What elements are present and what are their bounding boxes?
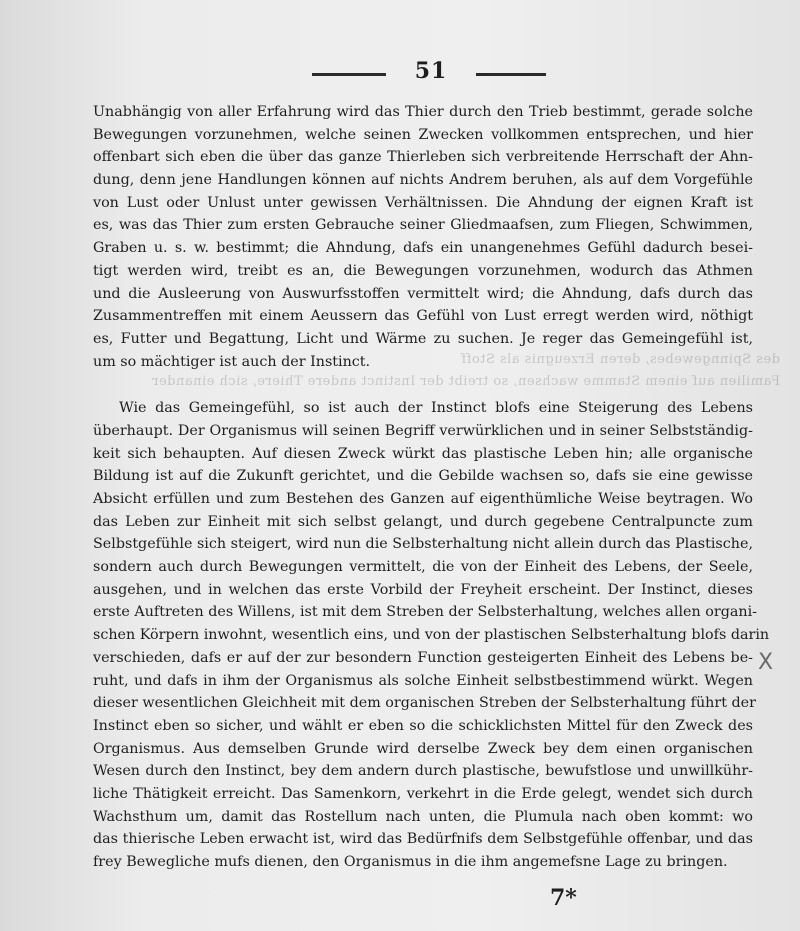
text-line: ruht, und dafs in ihm der Organismus als solche Einheit selbstbestimmend würkt. Wegen: [93, 672, 753, 689]
text-line: Graben u. s. w. bestimmt; die Ahndung, dafs ein unangenehmes Gefühl dadurch besei-: [93, 240, 753, 257]
text-line: Wachsthum um, damit das Rostellum nach unten, die Plumula nach oben kommt: wo: [93, 808, 753, 825]
text-line: erste Auftreten des Willens, ist mit dem Streben der Selbsterhaltung, welches allen organi-: [93, 604, 757, 621]
text-line: Bewegungen vorzunehmen, welche seinen Zwecken vollkommen entsprechen, und hier: [93, 126, 753, 143]
show-through-text: des Spinngewebes, deren Erzeugnis als Stoff: [460, 352, 780, 367]
text-line: dieser wesentlichen Gleichheit mit dem organischen Streben der Selbsterhaltung führt der: [93, 695, 756, 712]
signature-mark: 7*: [550, 885, 577, 911]
text-line: Bildung ist auf die Zukunft gerichtet, und die Gebilde wachsen so, dafs sie eine gewisse: [93, 468, 753, 485]
page-header: [0, 58, 800, 88]
text-line: keit sich behaupten. Auf diesen Zweck würkt das plastische Leben hin; alle organische: [93, 445, 753, 462]
text-line: frey Bewegliche mufs dienen, den Organismus in die ihm angemefsne Lage zu bringen.: [93, 854, 728, 870]
text-line: und die Ausleerung von Auswurfsstoffen vermittelt wird; die Ahndung, dafs durch das: [93, 285, 753, 302]
paragraph-2: [93, 397, 770, 873]
header-rule-right: [476, 73, 546, 76]
show-through-text: Familien auf einem Stamme wachsen, so treibt der Instinct andere Thiere, sich einander: [151, 374, 780, 389]
text-line: tigt werden wird, treibt es an, die Bewegungen vorzunehmen, wodurch das Athmen: [93, 262, 753, 279]
text-line: sondern auch durch Bewegungen vermittelt, die von der Einheit des Lebens, der Seele,: [93, 559, 753, 576]
text-line: von Lust oder Unlust unter gewissen Verhältnissen. Die Ahndung der eignen Kraft ist: [93, 194, 753, 211]
text-line: überhaupt. Der Organismus will seinen Begriff verwürklichen und in seiner Selbstständig-: [93, 422, 753, 439]
text-line: das Leben zur Einheit mit sich selbst gelangt, und durch gegebene Centralpuncte zum: [93, 513, 753, 530]
text-line: ausgehen, und in welchen das erste Vorbild der Freyheit erscheint. Der Instinct, dieses: [93, 581, 753, 598]
text-line: liche Thätigkeit erreicht. Das Samenkorn, verkehrt in die Erde gelegt, wendet sich durch: [93, 785, 753, 802]
text-line: es, Futter und Begattung, Licht und Wärme zu suchen. Je reger das Gemeingefühl ist,: [93, 330, 753, 347]
text-line: Unabhängig von aller Erfahrung wird das Thier durch den Trieb bestimmt, gerade solche: [93, 104, 753, 120]
text-line: Wesen durch den Instinct, bey dem andern durch plastische, bewufstlose und unwillkühr-: [93, 763, 753, 780]
paragraph-1: [93, 101, 753, 373]
text-line: offenbart sich eben die über das ganze Thierleben sich verbreitende Herrschaft der Ahn-: [93, 149, 753, 166]
text-line: Zusammentreffen mit einem Aeussern das Gefühl von Lust erregt werden wird, nöthigt: [93, 308, 753, 325]
text-line: schen Körpern inwohnt, wesentlich eins, und von der plastischen Selbsterhaltung blofs darin: [93, 627, 770, 644]
text-line: Wie das Gemeingefühl, so ist auch der Instinct blofs eine Steigerung des Lebens: [119, 400, 753, 417]
margin-annotation-mark: X: [758, 650, 774, 675]
paragraph-gap: [93, 373, 753, 397]
body-text: [93, 101, 770, 874]
text-line: um so mächtiger ist auch der Instinct.: [93, 353, 371, 370]
text-line: verschieden, dafs er auf der zur besondern Function gesteigerten Einheit des Lebens be-: [93, 649, 753, 666]
text-line: Instinct eben so sicher, und wählt er eben so die schicklichsten Mittel für den Zweck des: [93, 717, 753, 734]
page-number: 51: [414, 58, 448, 84]
text-line: das thierische Leben erwacht ist, wird das Bedürfnifs dem Selbstgefühle offenbar, und das: [93, 831, 753, 848]
text-line: Organismus. Aus demselben Grunde wird derselbe Zweck bey dem einen organischen: [93, 740, 753, 757]
text-line: dung, denn jene Handlungen können auf nichts Andrem beruhen, als auf dem Vorgefühle: [93, 172, 753, 189]
text-line: es, was das Thier zum ersten Gebrauche seiner Gliedmaafsen, zum Fliegen, Schwimmen,: [93, 217, 753, 234]
text-line: Selbstgefühle sich steigert, wird nun die Selbsterhaltung nicht allein durch das Plastische,: [93, 536, 753, 553]
text-line: Absicht erfüllen und zum Bestehen des Ganzen auf eigenthümliche Weise beytragen. Wo: [93, 491, 753, 507]
header-rule-left: [312, 73, 386, 76]
